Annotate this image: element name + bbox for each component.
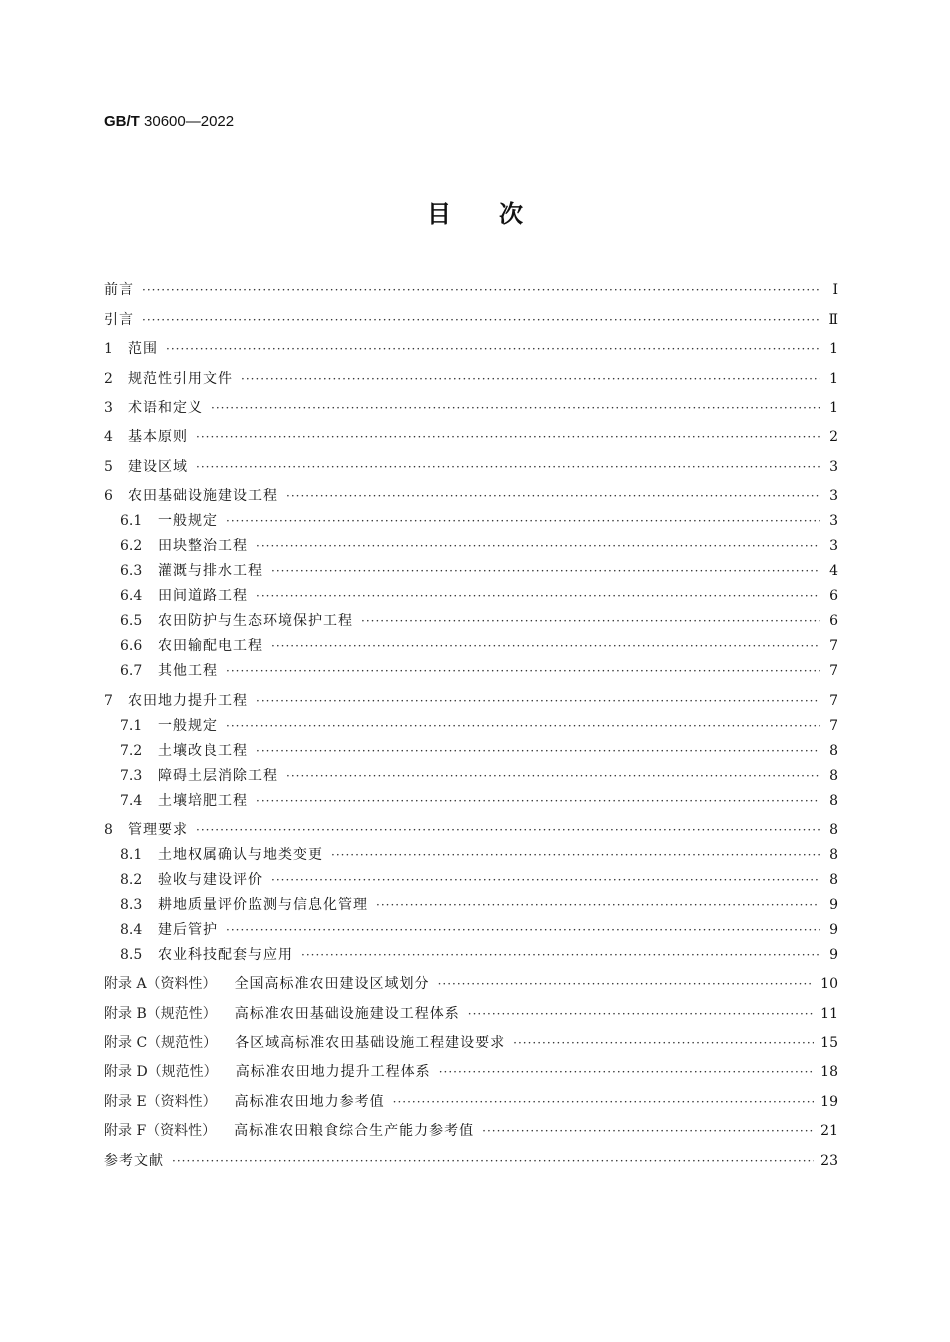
toc-entry[interactable] bbox=[104, 446, 838, 475]
toc-entry-page: 6 bbox=[829, 588, 838, 605]
toc-entry-number: 8.2 bbox=[120, 871, 143, 888]
toc-entry-number: 8.3 bbox=[120, 896, 143, 913]
toc-entry-number: 6.3 bbox=[120, 563, 143, 580]
toc-dot-leader bbox=[301, 946, 820, 964]
toc-entry[interactable] bbox=[104, 630, 838, 655]
toc-dot-leader bbox=[196, 821, 820, 839]
toc-dot-leader bbox=[286, 767, 820, 785]
page-title: 目次 bbox=[427, 200, 571, 228]
toc-entry-number: 1 bbox=[104, 341, 113, 358]
toc-entry[interactable] bbox=[104, 1023, 838, 1052]
toc-entry-page: 3 bbox=[829, 538, 838, 555]
toc-entry-page: 19 bbox=[820, 1093, 838, 1110]
toc-dot-leader bbox=[226, 717, 820, 735]
toc-dot-leader bbox=[361, 612, 820, 630]
toc-entry-page: 23 bbox=[820, 1152, 838, 1169]
toc-dot-leader bbox=[256, 792, 820, 810]
standard-number: 30600—2022 bbox=[144, 113, 235, 130]
toc-dot-leader bbox=[196, 458, 820, 476]
toc-dot-leader bbox=[439, 1063, 814, 1081]
toc-entry-number: 4 bbox=[104, 429, 113, 446]
toc-entry[interactable] bbox=[104, 680, 838, 709]
toc-entry[interactable] bbox=[104, 1081, 838, 1110]
toc-entry-page: 1 bbox=[829, 370, 838, 387]
toc-entry-page: 8 bbox=[829, 742, 838, 759]
toc-entry[interactable] bbox=[104, 270, 838, 299]
toc-entry-page: 9 bbox=[829, 946, 838, 963]
toc-entry[interactable] bbox=[104, 358, 838, 387]
toc-entry-page: 8 bbox=[829, 792, 838, 809]
toc-dot-leader bbox=[256, 742, 820, 760]
toc-entry[interactable] bbox=[104, 914, 838, 939]
toc-entry-page: 4 bbox=[829, 563, 838, 580]
toc-entry[interactable] bbox=[104, 580, 838, 605]
toc-entry-number: 2 bbox=[104, 370, 113, 387]
toc-dot-leader bbox=[226, 662, 820, 680]
toc-dot-leader bbox=[226, 921, 820, 939]
toc-entry-label: 田间道路工程 bbox=[158, 588, 248, 605]
toc-entry-page: 3 bbox=[829, 488, 838, 505]
toc-entry[interactable] bbox=[104, 530, 838, 555]
toc-entry-label: 高标准农田基础设施建设工程体系 bbox=[234, 1005, 460, 1022]
toc-entry[interactable] bbox=[104, 1140, 838, 1169]
toc-entry-label: 农田输配电工程 bbox=[158, 638, 263, 655]
toc-dot-leader bbox=[166, 340, 820, 358]
toc-entry[interactable] bbox=[104, 939, 838, 964]
toc-entry[interactable] bbox=[104, 1052, 838, 1081]
toc-entry-label: 障碍土层消除工程 bbox=[158, 767, 278, 784]
toc-dot-leader bbox=[196, 428, 820, 446]
toc-entry[interactable] bbox=[104, 710, 838, 735]
toc-entry-label: 全国高标准农田建设区域划分 bbox=[234, 976, 430, 993]
toc-entry-number: 附录 F（资料性） bbox=[104, 1123, 217, 1140]
toc-entry-label: 一般规定 bbox=[158, 513, 218, 530]
toc-entry-label: 前言 bbox=[104, 282, 134, 299]
toc-entry-label: 灌溉与排水工程 bbox=[158, 563, 263, 580]
toc-dot-leader bbox=[468, 1005, 814, 1023]
toc-entry-page: 9 bbox=[829, 921, 838, 938]
toc-entry[interactable] bbox=[104, 476, 838, 505]
toc-entry-number: 8.5 bbox=[120, 946, 143, 963]
toc-entry-number: 8.1 bbox=[120, 846, 143, 863]
toc-entry-label: 术语和定义 bbox=[128, 399, 203, 416]
toc-entry-page: 3 bbox=[829, 458, 838, 475]
toc-dot-leader bbox=[271, 637, 820, 655]
toc-entry-page: 8 bbox=[829, 871, 838, 888]
toc-entry-label: 土地权属确认与地类变更 bbox=[158, 846, 323, 863]
toc-entry[interactable] bbox=[104, 760, 838, 785]
toc-dot-leader bbox=[286, 487, 820, 505]
toc-entry-label: 一般规定 bbox=[158, 717, 218, 734]
toc-entry-number: 8 bbox=[104, 821, 113, 838]
toc-entry-page: 7 bbox=[829, 692, 838, 709]
toc-entry-number: 6.4 bbox=[120, 588, 143, 605]
toc-dot-leader bbox=[376, 896, 820, 914]
toc-dot-leader bbox=[256, 587, 820, 605]
toc-entry-label: 农田防护与生态环境保护工程 bbox=[158, 613, 353, 630]
toc-entry-label: 高标准农田粮食综合生产能力参考值 bbox=[234, 1123, 475, 1140]
toc-entry-number: 5 bbox=[104, 458, 113, 475]
toc-entry-page: 2 bbox=[829, 429, 838, 446]
toc-dot-leader bbox=[226, 512, 820, 530]
toc-entry-page: 6 bbox=[829, 613, 838, 630]
toc-entry-page: 15 bbox=[820, 1035, 838, 1052]
standard-code bbox=[104, 113, 234, 130]
toc-entry-number: 7 bbox=[104, 692, 113, 709]
toc-entry-label: 建设区域 bbox=[128, 458, 188, 475]
toc-entry-number: 附录 E（资料性） bbox=[104, 1093, 217, 1110]
toc-entry-number: 6 bbox=[104, 488, 113, 505]
toc-entry-number: 7.3 bbox=[120, 767, 143, 784]
toc-entry-number: 3 bbox=[104, 399, 113, 416]
toc-entry-label: 基本原则 bbox=[128, 429, 188, 446]
toc-entry-label: 范围 bbox=[128, 341, 158, 358]
toc-entry-label: 验收与建设评价 bbox=[158, 871, 263, 888]
toc-entry[interactable] bbox=[104, 555, 838, 580]
toc-dot-leader bbox=[438, 975, 815, 993]
toc-entry-page: 8 bbox=[829, 767, 838, 784]
toc-entry-label: 农田基础设施建设工程 bbox=[128, 488, 278, 505]
toc-entry-number: 6.6 bbox=[120, 638, 143, 655]
toc-entry-label: 土壤改良工程 bbox=[158, 742, 248, 759]
toc-entry-label: 耕地质量评价监测与信息化管理 bbox=[158, 896, 368, 913]
toc-entry[interactable] bbox=[104, 785, 838, 810]
toc-entry-label: 其他工程 bbox=[158, 663, 218, 680]
toc-entry-label: 农田地力提升工程 bbox=[128, 692, 248, 709]
toc-entry-page: Ⅱ bbox=[828, 311, 838, 328]
toc-dot-leader bbox=[142, 311, 820, 329]
toc-entry-page: 1 bbox=[829, 341, 838, 358]
toc-entry-label: 各区域高标准农田基础设施工程建设要求 bbox=[235, 1035, 506, 1052]
toc-entry-page: 8 bbox=[829, 846, 838, 863]
toc-entry-number: 7.2 bbox=[120, 742, 143, 759]
toc-entry-number: 7.1 bbox=[120, 717, 143, 734]
toc-entry[interactable] bbox=[104, 964, 838, 993]
toc-entry-label: 建后管护 bbox=[158, 921, 218, 938]
toc-entry-page: 3 bbox=[829, 513, 838, 530]
toc-entry[interactable] bbox=[104, 839, 838, 864]
toc-entry-page: 9 bbox=[829, 896, 838, 913]
toc-dot-leader bbox=[331, 846, 820, 864]
toc-dot-leader bbox=[241, 370, 820, 388]
toc-entry-number: 6.7 bbox=[120, 663, 143, 680]
toc-entry[interactable] bbox=[104, 329, 838, 358]
toc-entry[interactable] bbox=[104, 417, 838, 446]
toc-entry-page: 7 bbox=[829, 638, 838, 655]
toc-entry-label: 管理要求 bbox=[128, 821, 188, 838]
table-of-contents bbox=[104, 270, 838, 1170]
toc-entry[interactable] bbox=[104, 993, 838, 1022]
toc-dot-leader bbox=[271, 562, 820, 580]
toc-entry-number: 8.4 bbox=[120, 921, 143, 938]
toc-entry[interactable] bbox=[104, 605, 838, 630]
toc-entry-number: 附录 B（规范性） bbox=[104, 1005, 217, 1022]
toc-entry-label: 土壤培肥工程 bbox=[158, 792, 248, 809]
toc-entry-number: 附录 C（规范性） bbox=[104, 1035, 218, 1052]
toc-dot-leader bbox=[482, 1122, 814, 1140]
toc-entry-number: 6.5 bbox=[120, 613, 143, 630]
toc-entry[interactable] bbox=[104, 735, 838, 760]
toc-entry-page: Ⅰ bbox=[832, 282, 838, 299]
toc-entry[interactable] bbox=[104, 655, 838, 680]
toc-entry-page: 10 bbox=[820, 976, 838, 993]
toc-entry[interactable] bbox=[104, 505, 838, 530]
toc-entry-page: 7 bbox=[829, 663, 838, 680]
toc-entry-label: 引言 bbox=[104, 311, 134, 328]
toc-entry-label: 高标准农田地力参考值 bbox=[234, 1093, 385, 1110]
toc-dot-leader bbox=[393, 1093, 815, 1111]
toc-entry-number: 6.1 bbox=[120, 513, 143, 530]
toc-dot-leader bbox=[256, 537, 820, 555]
toc-dot-leader bbox=[513, 1034, 814, 1052]
toc-entry-label: 参考文献 bbox=[104, 1152, 164, 1169]
toc-dot-leader bbox=[256, 692, 820, 710]
toc-entry[interactable] bbox=[104, 1111, 838, 1140]
toc-entry-label: 农业科技配套与应用 bbox=[158, 946, 293, 963]
toc-dot-leader bbox=[142, 281, 820, 299]
toc-dot-leader bbox=[211, 399, 820, 417]
toc-entry[interactable] bbox=[104, 299, 838, 328]
toc-entry[interactable] bbox=[104, 388, 838, 417]
toc-entry-label: 高标准农田地力提升工程体系 bbox=[235, 1064, 431, 1081]
toc-entry-number: 6.2 bbox=[120, 538, 143, 555]
toc-entry-label: 田块整治工程 bbox=[158, 538, 248, 555]
toc-entry-page: 21 bbox=[820, 1123, 838, 1140]
toc-entry[interactable] bbox=[104, 810, 838, 839]
toc-entry-page: 11 bbox=[820, 1005, 838, 1022]
toc-entry-label: 规范性引用文件 bbox=[128, 370, 233, 387]
standard-prefix: GB/T bbox=[104, 113, 140, 130]
toc-entry-number: 7.4 bbox=[120, 792, 143, 809]
toc-entry-number: 附录 A（资料性） bbox=[104, 976, 217, 993]
toc-dot-leader bbox=[271, 871, 820, 889]
toc-entry[interactable] bbox=[104, 889, 838, 914]
toc-entry-page: 8 bbox=[829, 821, 838, 838]
toc-entry-number: 附录 D（规范性） bbox=[104, 1064, 218, 1081]
toc-entry-page: 7 bbox=[829, 717, 838, 734]
toc-dot-leader bbox=[172, 1152, 814, 1170]
toc-entry-page: 1 bbox=[829, 399, 838, 416]
toc-entry-page: 18 bbox=[820, 1064, 838, 1081]
toc-entry[interactable] bbox=[104, 864, 838, 889]
